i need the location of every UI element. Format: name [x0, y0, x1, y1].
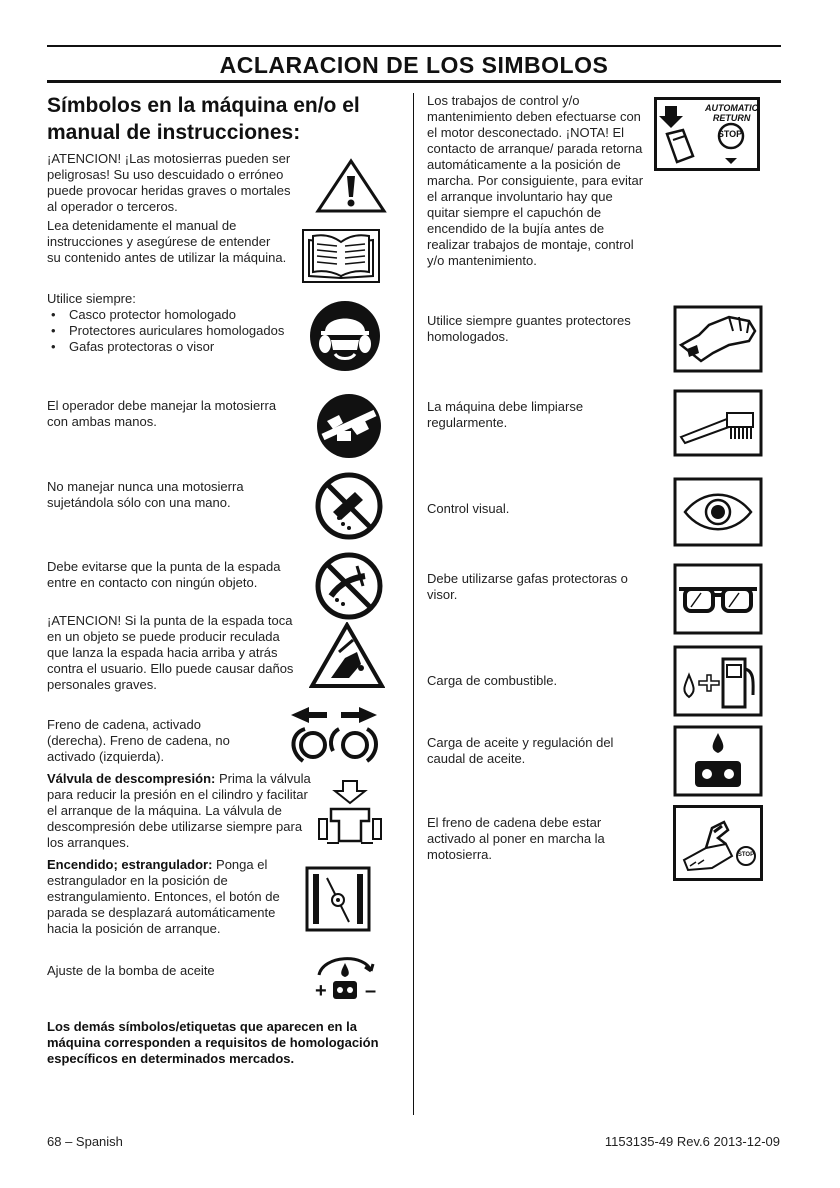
oil-minus-sign: –: [365, 980, 377, 1002]
choke-label: Encendido; estrangulador:: [47, 857, 213, 872]
oil-fill-icon: [673, 725, 763, 797]
tip-contact-text: Debe evitarse que la punta de la espada entre en contacto con ningún objeto.: [47, 559, 281, 590]
page-title: ACLARACION DE LOS SIMBOLOS: [219, 52, 609, 78]
brake-start-stop-label: STOP: [737, 852, 755, 858]
decompression-label: Válvula de descompresión:: [47, 771, 216, 786]
warning-text: ¡ATENCION! ¡Las motosierras pueden ser peligrosas! Su uso descuidado o erróneo puede provocar heridas graves o mortales al operador o terceros.: [47, 151, 291, 214]
list-item: • Gafas protectoras o visor: [47, 339, 297, 355]
no-tip-contact-icon: [313, 552, 385, 620]
document-reference: 1153135-49 Rev.6 2013-12-09: [604, 1134, 780, 1149]
list-item: • Protectores auriculares homologados: [47, 323, 297, 339]
visual-control-eye-icon: [673, 477, 763, 547]
brake-start-text: El freno de cadena debe estar activado al poner en marcha la motosierra.: [427, 815, 605, 862]
always-use-label: Utilice siempre:: [47, 291, 136, 306]
kickback-text: ¡ATENCION! Si la punta de la espada toca en un objeto se puede producir reculada que lanza la espada hacia arriba y atrás contra el usuario. Ello puede causar daños personales graves.: [47, 613, 294, 692]
oil-pump-adjust-icon: [311, 949, 383, 1005]
list-item: • Casco protector homologado: [47, 307, 297, 323]
gloves-text: Utilice siempre guantes protectores homologados.: [427, 313, 631, 344]
maintenance-text: Los trabajos de control y/o mantenimiento deben efectuarse con el motor desconectado. ¡NOTA! El contacto de arranque/ parada retorna automáticamente a la posición de marcha. Por consiguiente, para evitar el arranque involuntario hay que quitar siempre el capuchón de encendido de la bujía antes de realizar trabajos de montaje, control y/o mantenimiento.: [427, 93, 644, 268]
decompression-text: [47, 771, 315, 851]
title-rule-bottom: [47, 80, 781, 83]
other-symbols-note: Los demás símbolos/etiquetas que aparecen en la máquina corresponden a requisitos de homologación específicos en determinados mercados.: [47, 1019, 379, 1066]
ppe-list: [47, 307, 297, 355]
visual-control-text: Control visual.: [427, 501, 510, 516]
auto-return-line1: AUTOMATIC: [705, 103, 759, 113]
two-hands-text: El operador debe manejar la motosierra con ambas manos.: [47, 398, 277, 429]
chain-brake-start-graphic: [676, 808, 760, 878]
chain-brake-text: Freno de cadena, activado (derecha). Freno de cadena, no activado (izquierda).: [47, 717, 230, 764]
page-number: 68 – Spanish: [47, 1134, 123, 1149]
chain-brake-icon: [283, 703, 385, 765]
cleaning-brush-icon: [673, 389, 763, 457]
decompression-valve-icon: [315, 779, 385, 851]
warning-triangle-icon: [315, 158, 387, 214]
one-hand-text: No manejar nunca una motosierra sujetándola sólo con una mano.: [47, 479, 244, 510]
column-divider: [413, 93, 414, 1115]
oil-pump-text: Ajuste de la bomba de aceite: [47, 963, 215, 978]
section-heading-line1: Símbolos en la máquina en/o el: [47, 94, 360, 117]
read-manual-text: Lea detenidamente el manual de instrucciones y asegúrese de entender su contenido antes de utilizar la máquina.: [47, 218, 287, 265]
ppe-block: [47, 291, 297, 355]
read-manual-icon: [301, 228, 381, 284]
decompression-body: Prima la válvula para reducir la presión en el cilindro y facilitar el arranque de la máquina. La válvula de descompresión debe utilizarse siempre para los arranques.: [47, 771, 311, 850]
safety-glasses-icon: [673, 563, 763, 635]
choke-body: Ponga el estrangulador en la posición de estrangulamiento. Entonces, el botón de parada se desplazará automáticamente hacia la posición de arranque.: [47, 857, 280, 936]
glasses-text: Debe utilizarse gafas protectoras o visor.: [427, 571, 628, 602]
section-heading: [47, 92, 392, 146]
auto-return-label: [705, 103, 758, 123]
title-rule-top: [47, 45, 781, 47]
no-one-hand-icon: [313, 472, 385, 540]
fuel-icon: [673, 645, 763, 717]
choke-text: [47, 857, 295, 937]
auto-return-stop-icon: [654, 97, 760, 171]
helmet-ear-eye-protection-icon: [309, 300, 381, 372]
choke-icon: [305, 866, 371, 932]
oil-fill-text: Carga de aceite y regulación del caudal de aceite.: [427, 735, 614, 766]
auto-return-line2: RETURN: [712, 113, 751, 123]
clean-text: La máquina debe limpiarse regularmente.: [427, 399, 584, 430]
kickback-warning-icon: [309, 622, 385, 690]
oil-plus-sign: +: [315, 980, 327, 1002]
gloves-icon: [673, 305, 763, 373]
section-heading-line2: manual de instrucciones:: [47, 121, 301, 144]
stop-label: STOP: [717, 129, 743, 139]
chain-brake-start-icon: [673, 805, 763, 881]
fuel-text: Carga de combustible.: [427, 673, 558, 688]
two-hands-icon: [313, 393, 385, 459]
